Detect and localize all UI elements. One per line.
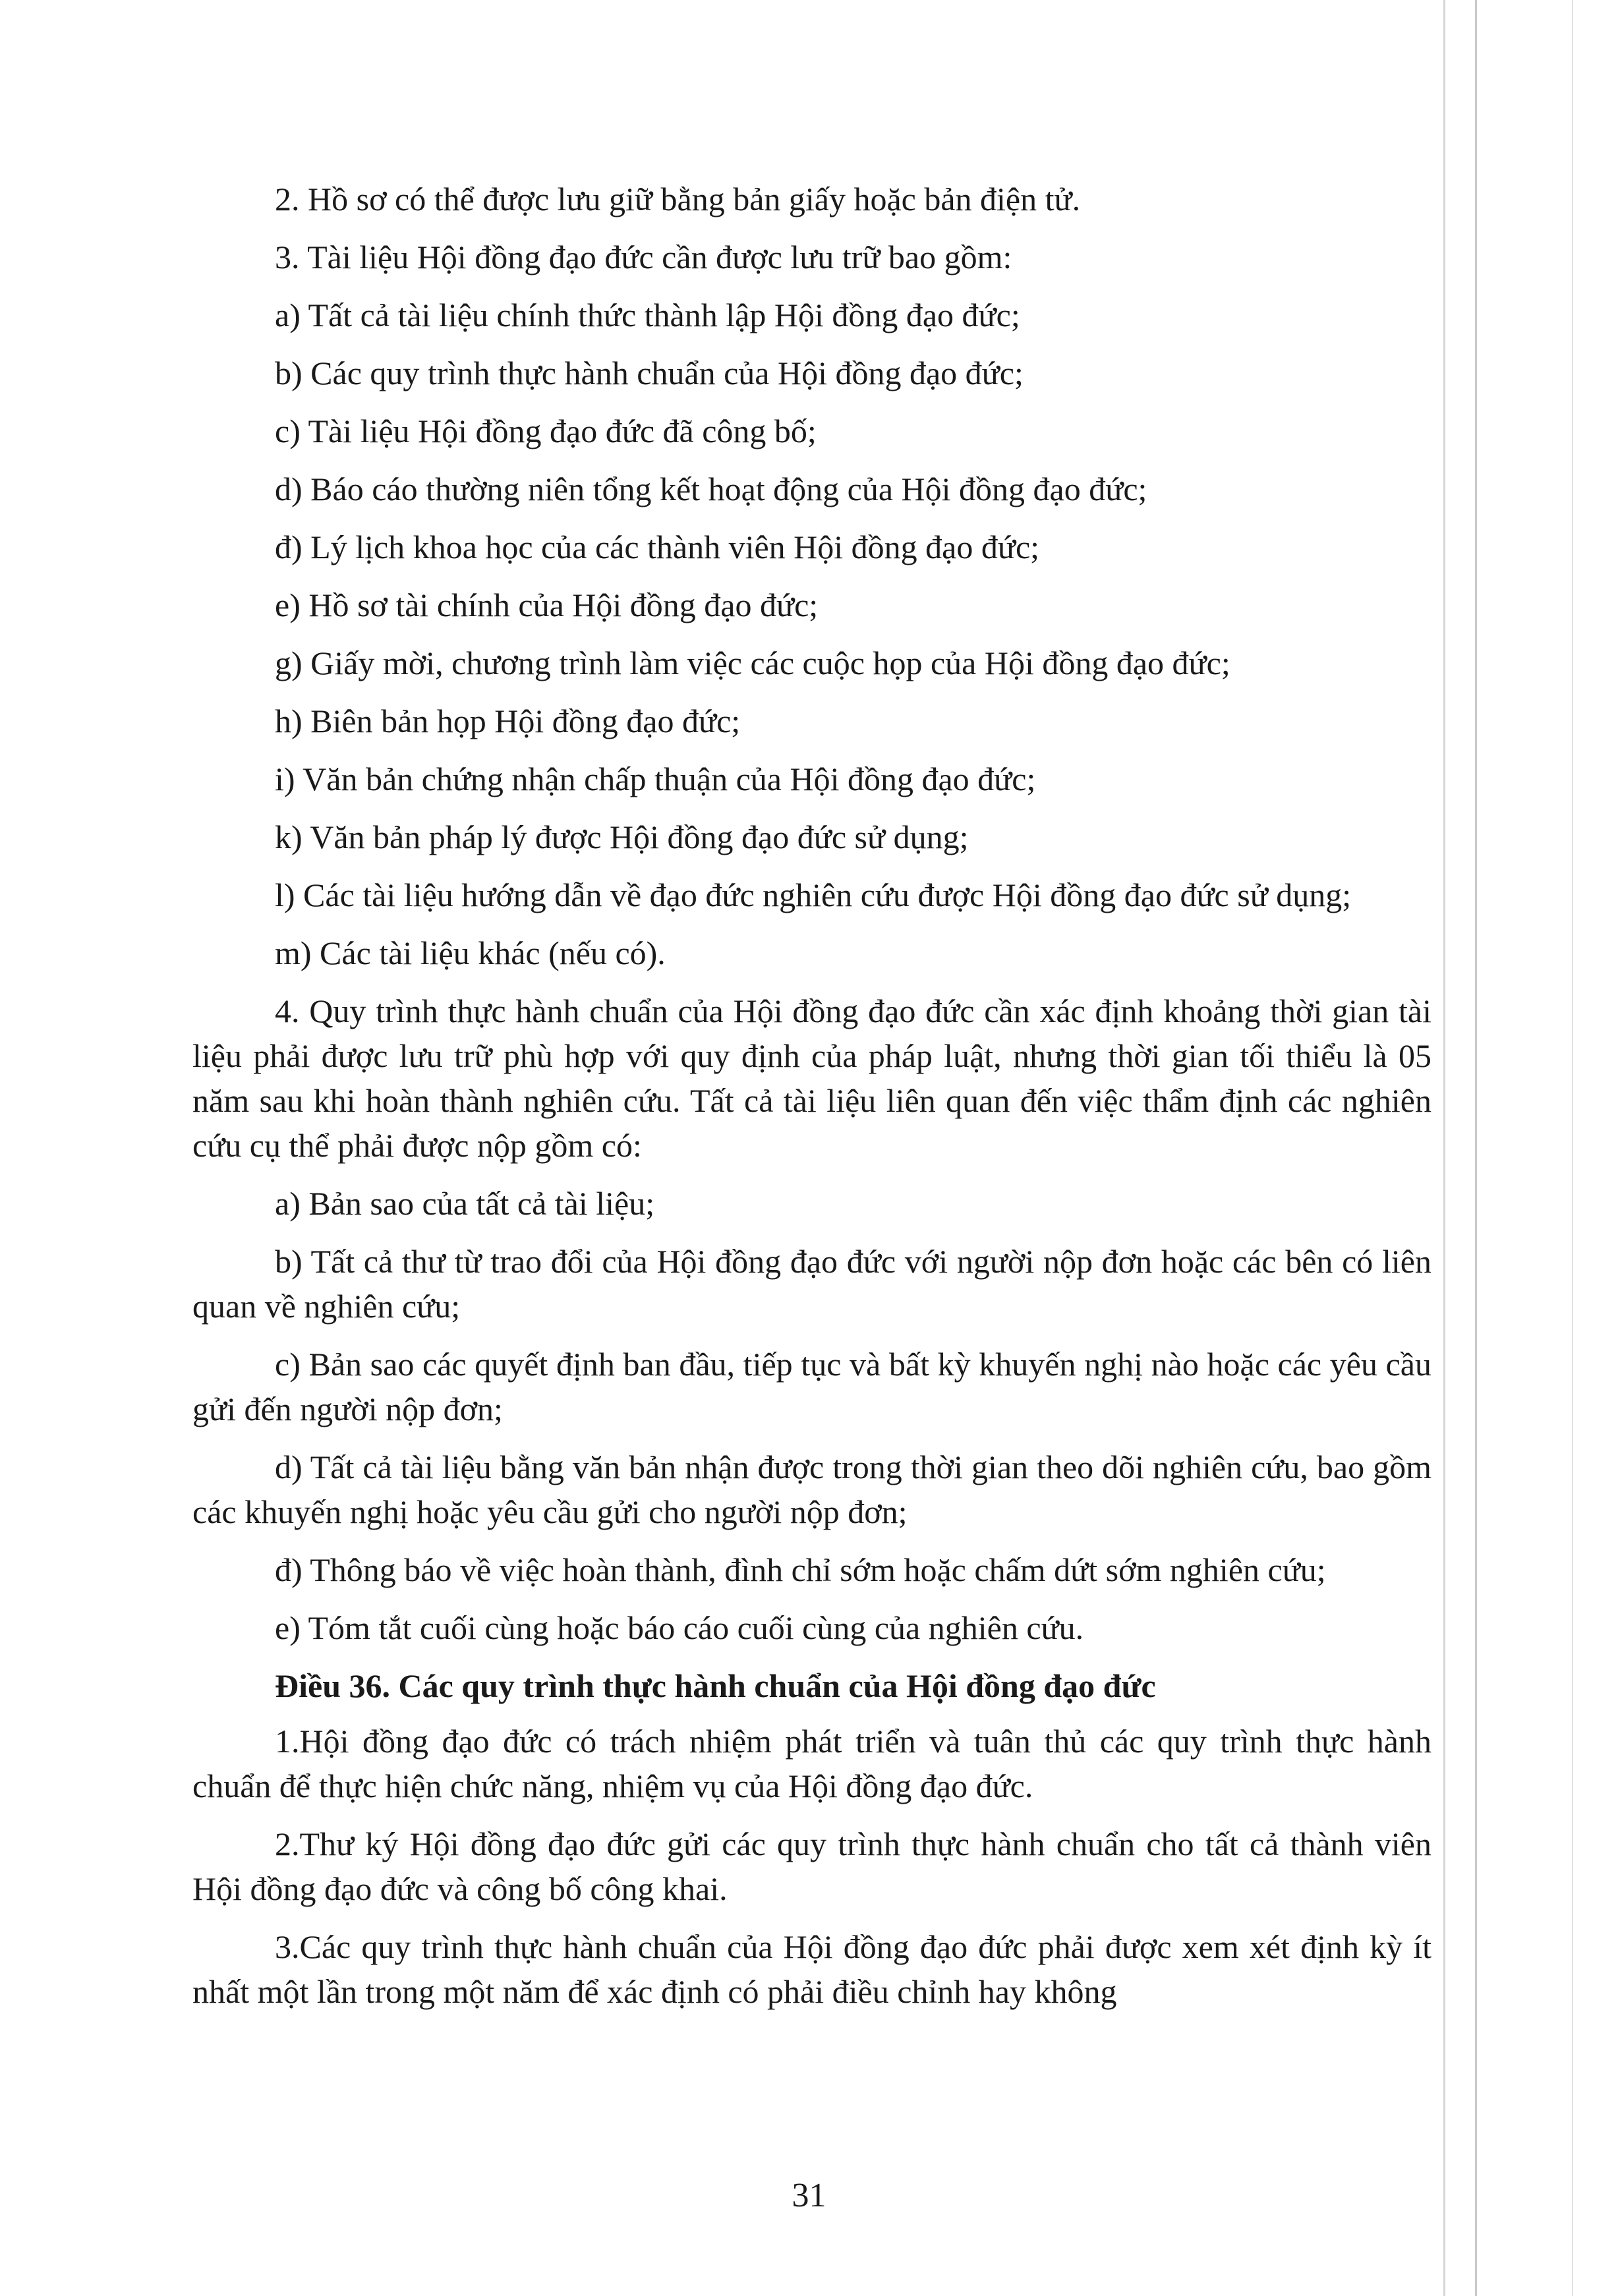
paragraph: 2. Hồ sơ có thể được lưu giữ bằng bản giấy hoặc bản điện tử. xyxy=(275,181,1081,217)
page-number: 31 xyxy=(792,2177,826,2214)
list-item: đ) Lý lịch khoa học của các thành viên Hội đồng đạo đức; xyxy=(275,529,1040,565)
list-item: h) Biên bản họp Hội đồng đạo đức; xyxy=(275,703,741,739)
page-edge-line xyxy=(1572,0,1573,2296)
list-item: d) Tất cả tài liệu bằng văn bản nhận được trong thời gian theo dõi nghiên cứu, bao gồm các khuyến nghị hoặc yêu cầu gửi cho người nộp đơn; xyxy=(192,1449,1431,1530)
list-item: c) Bản sao các quyết định ban đầu, tiếp tục và bất kỳ khuyến nghị nào hoặc các yêu cầu gửi đến người nộp đơn; xyxy=(192,1346,1431,1427)
paragraph: 4. Quy trình thực hành chuẩn của Hội đồng đạo đức cần xác định khoảng thời gian tài liệu phải được lưu trữ phù hợp với quy định của pháp luật, nhưng thời gian tối thiểu là 05 năm sau khi hoàn thành nghiên cứu. Tất cả tài liệu liên quan đến việc thẩm định các nghiên cứu cụ thể phải được nộp gồm có: xyxy=(192,992,1431,1164)
list-item: l) Các tài liệu hướng dẫn về đạo đức nghiên cứu được Hội đồng đạo đức sử dụng; xyxy=(275,876,1352,913)
article-paragraph: 1.Hội đồng đạo đức có trách nhiệm phát triển và tuân thủ các quy trình thực hành chuẩn để thực hiện chức năng, nhiệm vụ của Hội đồng đạo đức. xyxy=(192,1723,1431,1804)
list-item: b) Tất cả thư từ trao đổi của Hội đồng đạo đức với người nộp đơn hoặc các bên có liên quan về nghiên cứu; xyxy=(192,1243,1431,1325)
list-item: k) Văn bản pháp lý được Hội đồng đạo đức sử dụng; xyxy=(275,818,969,855)
list-item: d) Báo cáo thường niên tổng kết hoạt động của Hội đồng đạo đức; xyxy=(275,471,1147,507)
list-item: a) Tất cả tài liệu chính thức thành lập Hội đồng đạo đức; xyxy=(275,297,1020,333)
list-item: đ) Thông báo về việc hoàn thành, đình chỉ sớm hoặc chấm dứt sớm nghiên cứu; xyxy=(275,1551,1326,1588)
page-edge-line xyxy=(1443,0,1445,2296)
page-edge-line xyxy=(1475,0,1477,2296)
list-item: g) Giấy mời, chương trình làm việc các cuộc họp của Hội đồng đạo đức; xyxy=(275,645,1230,681)
article-paragraph: 3.Các quy trình thực hành chuẩn của Hội đồng đạo đức phải được xem xét định kỳ ít nhất một lần trong một năm để xác định có phải điều chỉnh hay không xyxy=(192,1928,1431,2010)
list-item: c) Tài liệu Hội đồng đạo đức đã công bố; xyxy=(275,413,817,449)
list-item: b) Các quy trình thực hành chuẩn của Hội đồng đạo đức; xyxy=(275,355,1024,391)
list-item: a) Bản sao của tất cả tài liệu; xyxy=(275,1185,655,1222)
list-item: i) Văn bản chứng nhận chấp thuận của Hội đồng đạo đức; xyxy=(275,761,1036,797)
paragraph: 3. Tài liệu Hội đồng đạo đức cần được lưu trữ bao gồm: xyxy=(275,239,1012,275)
list-item: m) Các tài liệu khác (nếu có). xyxy=(275,934,666,971)
article-paragraph: 2.Thư ký Hội đồng đạo đức gửi các quy trình thực hành chuẩn cho tất cả thành viên Hội đồng đạo đức và công bố công khai. xyxy=(192,1825,1431,1907)
list-item: e) Tóm tắt cuối cùng hoặc báo cáo cuối cùng của nghiên cứu. xyxy=(275,1609,1084,1646)
article-heading: Điều 36. Các quy trình thực hành chuẩn của Hội đồng đạo đức xyxy=(275,1667,1156,1704)
list-item: e) Hồ sơ tài chính của Hội đồng đạo đức; xyxy=(275,587,819,623)
document-body xyxy=(192,177,1431,2027)
